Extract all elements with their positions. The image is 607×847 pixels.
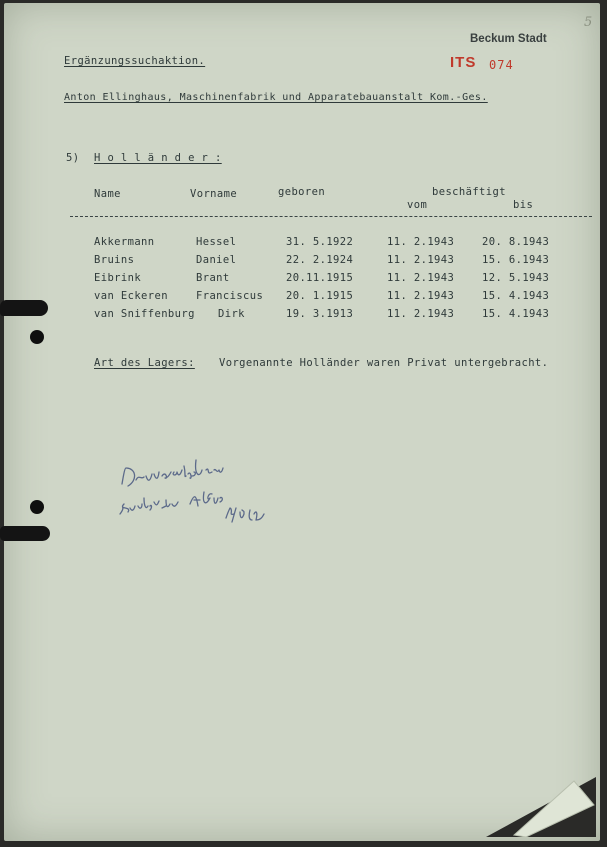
cell-vorname: Dirk bbox=[218, 308, 245, 320]
cell-vorname: Hessel bbox=[196, 236, 237, 248]
cell-vorname: Brant bbox=[196, 272, 230, 284]
cell-bis: 15. 4.1943 bbox=[482, 290, 550, 302]
col-header-bis: bis bbox=[513, 199, 534, 211]
stamp-its-label: ITS bbox=[450, 54, 477, 71]
folded-corner bbox=[486, 777, 596, 837]
campaign-heading: Ergänzungssuchaktion. bbox=[64, 55, 206, 67]
cell-geboren: 22. 2.1924 bbox=[286, 254, 354, 266]
cell-geboren: 20. 1.1915 bbox=[286, 290, 354, 302]
document-page bbox=[4, 3, 600, 841]
cell-vom: 11. 2.1943 bbox=[387, 254, 455, 266]
cell-vorname: Daniel bbox=[196, 254, 237, 266]
header-divider bbox=[70, 216, 592, 217]
punch-hole bbox=[30, 330, 44, 344]
cell-bis: 15. 6.1943 bbox=[482, 254, 550, 266]
col-header-beschaeftigt: beschäftigt bbox=[432, 186, 506, 198]
col-header-vom: vom bbox=[407, 199, 428, 211]
cell-vom: 11. 2.1943 bbox=[387, 236, 455, 248]
stamp-its-number: 074 bbox=[489, 58, 514, 72]
cell-bis: 15. 4.1943 bbox=[482, 308, 550, 320]
cell-geboren: 19. 3.1913 bbox=[286, 308, 354, 320]
cell-geboren: 20.11.1915 bbox=[286, 272, 354, 284]
cell-vom: 11. 2.1943 bbox=[387, 308, 455, 320]
punch-hole-tear bbox=[0, 300, 48, 316]
cell-geboren: 31. 5.1922 bbox=[286, 236, 354, 248]
punch-hole bbox=[30, 500, 44, 514]
lager-text: Vorgenannte Holländer waren Privat untergebracht. bbox=[219, 357, 549, 369]
col-header-name: Name bbox=[94, 188, 121, 200]
company-heading: Anton Ellinghaus, Maschinenfabrik und Apparatebauanstalt Kom.-Ges. bbox=[64, 92, 488, 103]
cell-name: van Eckeren bbox=[94, 290, 168, 302]
col-header-geboren: geboren bbox=[278, 186, 326, 198]
cell-bis: 12. 5.1943 bbox=[482, 272, 550, 284]
cell-name: van Sniffenburg bbox=[94, 308, 195, 320]
cell-vom: 11. 2.1943 bbox=[387, 272, 455, 284]
cell-bis: 20. 8.1943 bbox=[482, 236, 550, 248]
stamp-city: Beckum Stadt bbox=[470, 33, 547, 45]
lager-label: Art des Lagers: bbox=[94, 357, 195, 369]
section-title: H o l l ä n d e r : bbox=[94, 152, 222, 164]
cell-name: Bruins bbox=[94, 254, 135, 266]
section-number: 5) bbox=[66, 152, 80, 164]
cell-name: Eibrink bbox=[94, 272, 142, 284]
cell-vorname: Franciscus bbox=[196, 290, 264, 302]
cell-vom: 11. 2.1943 bbox=[387, 290, 455, 302]
col-header-vorname: Vorname bbox=[190, 188, 238, 200]
page-number: 5 bbox=[584, 15, 593, 30]
punch-hole-tear bbox=[0, 526, 50, 541]
cell-name: Akkermann bbox=[94, 236, 155, 248]
handwritten-note bbox=[114, 458, 284, 543]
